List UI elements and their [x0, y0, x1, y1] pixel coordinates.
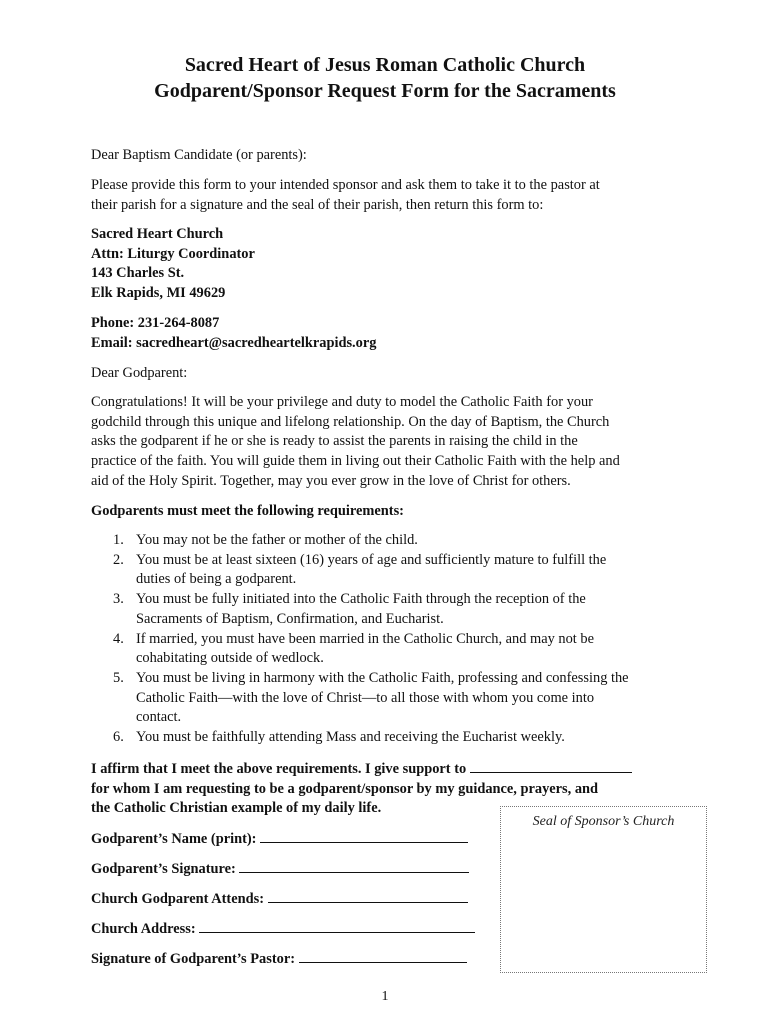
- contact-phone: Phone: 231-264-8087: [91, 315, 220, 331]
- page-number: 1: [381, 989, 389, 1004]
- affirmation-text: I affirm that I meet the above requirements. I give support to: [91, 761, 467, 777]
- requirements-list: [91, 531, 691, 748]
- church-address-row: [91, 918, 475, 939]
- godparent-salutation: Dear Godparent:: [91, 365, 188, 381]
- contact-email: Email: sacredheart@sacredheartelkrapids.org: [91, 334, 377, 351]
- requirement-number: 5.: [113, 669, 124, 686]
- letter-line: aid of the Holy Spirit. Together, may you ever grow in the love of Christ for others.: [91, 472, 571, 489]
- requirement-number: 4.: [113, 630, 124, 647]
- requirement-text: Catholic Faith—with the love of Christ—to all those with whom you come into: [136, 689, 595, 706]
- requirement-text: You must be at least sixteen (16) years of age and sufficiently mature to fulfill the: [136, 551, 607, 568]
- candidate-salutation: Dear Baptism Candidate (or parents):: [91, 147, 307, 163]
- church-address-field[interactable]: [199, 918, 475, 933]
- requirement-number: 3.: [113, 591, 124, 608]
- godparent-letter-paragraph: [91, 393, 691, 492]
- address-city: Elk Rapids, MI 49629: [91, 285, 226, 302]
- letter-line: asks the godparent if he or she is ready to assist the parents in raising the child in the: [91, 433, 578, 450]
- requirement-text: contact.: [136, 709, 182, 726]
- godparent-name-field[interactable]: [260, 828, 468, 843]
- godparent-signature-row: [91, 858, 469, 879]
- instructions-line: their parish for a signature and the seal of their parish, then return this form to:: [91, 196, 544, 213]
- pastor-signature-label: Signature of Godparent’s Pastor:: [91, 951, 295, 967]
- letter-line: practice of the faith. You will guide them in living out their Catholic Faith with the help and: [91, 453, 620, 470]
- requirement-text: You must be fully initiated into the Catholic Faith through the reception of the: [136, 591, 586, 608]
- page-title-church: Sacred Heart of Jesus Roman Catholic Church: [184, 54, 586, 76]
- requirement-item: [91, 551, 691, 590]
- requirement-text: duties of being a godparent.: [136, 571, 297, 588]
- requirement-number: 2.: [113, 551, 124, 568]
- requirement-item: [91, 728, 691, 748]
- requirement-text: cohabitating outside of wedlock.: [136, 650, 324, 667]
- affirmation-line: the Catholic Christian example of my daily life.: [91, 800, 382, 817]
- instructions-line: Please provide this form to your intended sponsor and ask them to take it to the pastor at: [91, 177, 600, 193]
- godparent-signature-label: Godparent’s Signature:: [91, 861, 236, 877]
- requirement-text: You must be living in harmony with the Catholic Faith, professing and confessing the: [136, 669, 629, 686]
- requirement-number: 1.: [113, 532, 124, 548]
- seal-label: Seal of Sponsor’s Church: [532, 814, 675, 829]
- requirement-text: You must be faithfully attending Mass and receiving the Eucharist weekly.: [136, 729, 565, 746]
- godparent-signature-field[interactable]: [239, 858, 469, 873]
- requirement-text: If married, you must have been married in the Catholic Church, and may not be: [136, 630, 594, 647]
- church-seal-box: [500, 806, 707, 973]
- pastor-signature-row: [91, 948, 467, 969]
- requirement-item: [91, 669, 691, 728]
- requirement-item: [91, 590, 691, 629]
- letter-line: godchild through this unique and lifelong relationship. On the day of Baptism, the Church: [91, 413, 610, 430]
- instructions-paragraph: [91, 176, 691, 215]
- church-attends-row: [91, 888, 468, 909]
- requirement-text: You may not be the father or mother of the child.: [136, 532, 418, 548]
- godchild-name-field[interactable]: [470, 758, 632, 773]
- contact-info: [91, 314, 691, 353]
- requirement-number: 6.: [113, 729, 124, 746]
- pastor-signature-field[interactable]: [299, 948, 467, 963]
- address-street: 143 Charles St.: [91, 265, 185, 282]
- requirements-heading: Godparents must meet the following requirements:: [91, 503, 404, 519]
- church-address-label: Church Address:: [91, 921, 196, 937]
- letter-line: Congratulations! It will be your privilege and duty to model the Catholic Faith for your: [91, 394, 593, 410]
- requirement-text: Sacraments of Baptism, Confirmation, and Eucharist.: [136, 610, 444, 627]
- godparent-name-row: [91, 828, 468, 849]
- godparent-name-label: Godparent’s Name (print):: [91, 831, 257, 847]
- church-attends-field[interactable]: [268, 888, 468, 903]
- affirmation-line: [91, 758, 691, 780]
- requirement-item: [91, 531, 691, 551]
- requirement-item: [91, 630, 691, 669]
- address-attn: Attn: Liturgy Coordinator: [91, 245, 255, 262]
- return-address: [91, 225, 691, 304]
- address-name: Sacred Heart Church: [91, 226, 224, 242]
- church-attends-label: Church Godparent Attends:: [91, 891, 264, 907]
- page-title-form: Godparent/Sponsor Request Form for the Sacraments: [154, 80, 616, 102]
- affirmation-line: for whom I am requesting to be a godparent/sponsor by my guidance, prayers, and: [91, 780, 599, 797]
